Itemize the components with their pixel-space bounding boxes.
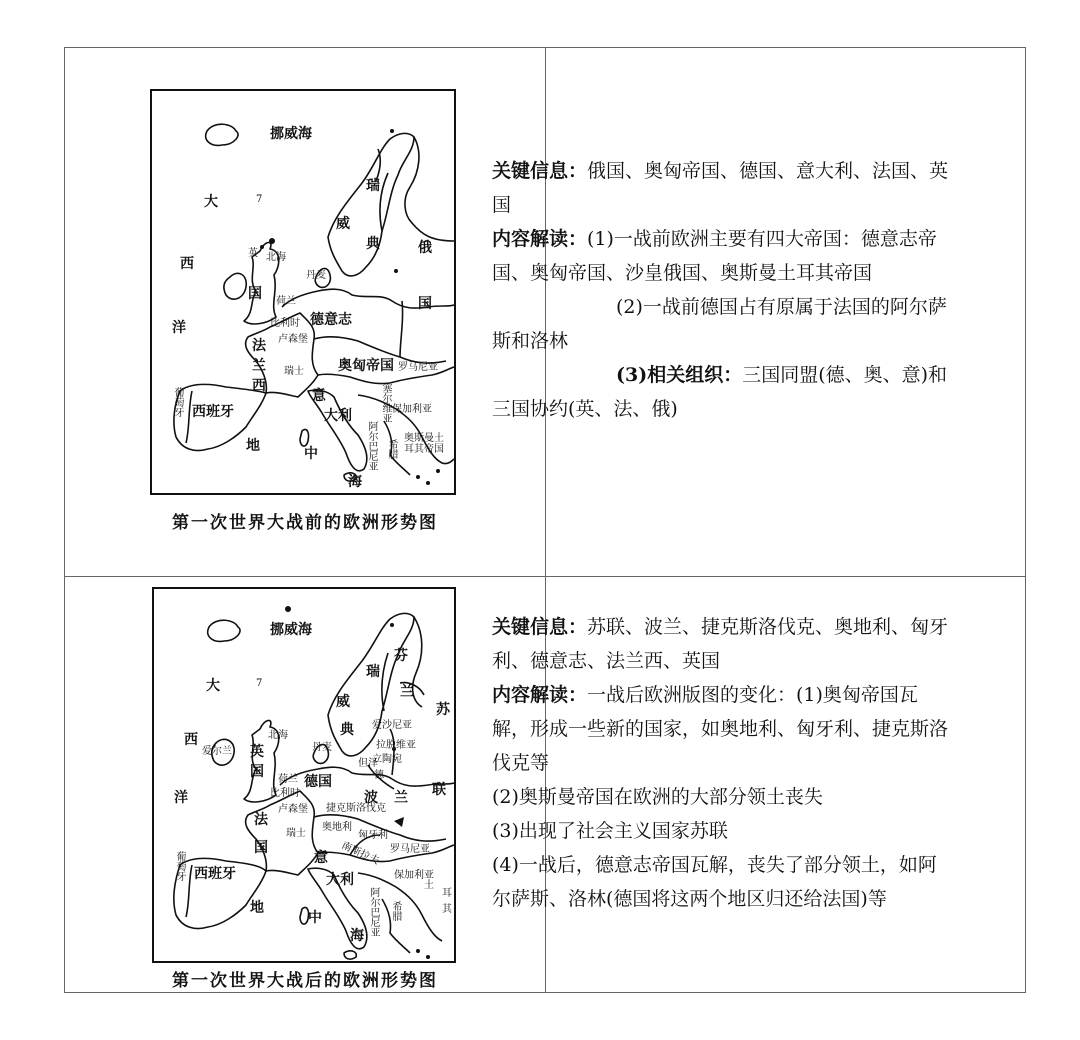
- map1-label-denmark: 丹麦: [306, 270, 326, 281]
- map2-label-austria: 奥地利: [322, 822, 352, 833]
- map2-label-hungary: 匈牙利: [358, 830, 388, 841]
- map2-label-de: 德: [374, 770, 384, 781]
- prewar-content-label: 内容解读：: [492, 228, 588, 250]
- map1-label-guo: 国: [248, 286, 262, 302]
- map2-label-sweden-rui: 瑞: [366, 664, 380, 680]
- map2-label-ireland: 爱尔兰: [202, 746, 232, 757]
- postwar-map-caption: 第一次世界大战后的欧洲形势图: [172, 971, 438, 991]
- map2-label-germany: 德国: [304, 774, 332, 790]
- map2-label-lusenbao: 卢森堡: [278, 804, 308, 815]
- map2-label-albania: 阿尔巴尼亚: [368, 887, 379, 937]
- map2-label-seven: 7: [256, 678, 263, 689]
- map1-label-di: 地: [246, 438, 260, 454]
- map2-label-finland-lan: 兰: [400, 684, 414, 700]
- postwar-key-info: [492, 610, 954, 678]
- map2-label-ruishi: 瑞士: [286, 828, 306, 839]
- postwar-p1-text: 一战后欧洲版图的变化：(1)奥匈帝国瓦解，形成一些新的国家，如奥地利、匈牙利、捷克斯洛伐克等: [492, 684, 949, 774]
- map2-label-finland-fen: 芬: [394, 648, 408, 664]
- map2-label-qi: 其: [442, 904, 452, 915]
- map2-label-fa-guo: 国: [254, 840, 268, 856]
- map2-label-da-li: 大利: [326, 872, 354, 888]
- map2-label-romania: 罗马尼亚: [390, 844, 430, 855]
- prewar-key-info: [492, 154, 954, 222]
- map1-label-lan: 兰: [252, 358, 266, 374]
- map2-label-yugoslavia: 南斯拉夫: [339, 840, 381, 867]
- map1-label-greece: 希腊: [386, 439, 397, 459]
- postwar-key-text: 苏联、波兰、捷克斯洛伐克、奥地利、匈牙利、德意志、法兰西、英国: [492, 616, 949, 672]
- map2-label-czech: 捷克斯洛伐克: [326, 803, 386, 814]
- map2-label-portugal: 葡萄牙: [174, 851, 185, 881]
- map2-label-greece: 希腊: [390, 901, 401, 921]
- map2-label-fa: 法: [254, 812, 268, 828]
- map2-label-di: 地: [250, 900, 264, 916]
- map1-label-e-guo: 国: [418, 296, 432, 312]
- map2-label-da: 大: [206, 678, 220, 694]
- map1-label-sweden-dian: 典: [366, 236, 380, 252]
- prewar-key-label: 关键信息：: [492, 160, 588, 182]
- map2-label-norway-wei: 威: [336, 694, 350, 710]
- prewar-key-text: 俄国、奥匈帝国、德国、意大利、法国、英国: [492, 160, 949, 216]
- postwar-content-p4: (4)一战后，德意志帝国瓦解，丧失了部分领土，如阿尔萨斯、洛林(德国将这两个地区归还给法国)等: [492, 854, 937, 910]
- map1-label-fa: 法: [252, 338, 266, 354]
- map1-label-helan: 荷兰: [276, 296, 296, 307]
- map1-label-norway-sea: 挪威海: [270, 126, 312, 142]
- prewar-p1-text: (1)一战前欧洲主要有四大帝国：德意志帝国、奥匈帝国、沙皇俄国、奥斯曼土耳其帝国: [492, 228, 937, 284]
- prewar-p2-text: (2)一战前德国占有原属于法国的阿尔萨斯和洛林: [492, 296, 947, 352]
- map1-label-albania: 阿尔巴尼亚: [366, 421, 377, 471]
- map1-label-xi: 西: [180, 256, 194, 272]
- prewar-content-p2: [492, 290, 954, 358]
- map2-label-hai: 海: [350, 928, 364, 944]
- postwar-europe-map: [152, 587, 456, 963]
- map2-label-spain: 西班牙: [194, 866, 236, 882]
- prewar-europe-map: [150, 89, 456, 495]
- map1-label-north-sea: 北海: [266, 252, 286, 263]
- map2-label-tu: 土: [424, 880, 434, 891]
- map2-label-north-sea: 北海: [268, 730, 288, 741]
- map2-label-lithuania: 立陶宛: [372, 754, 402, 765]
- map1-label-e: 俄: [418, 240, 432, 256]
- map1-label-spain: 西班牙: [192, 404, 234, 420]
- map2-label-sweden-dian: 典: [340, 722, 354, 738]
- map2-label-yi: 意: [314, 850, 328, 866]
- map1-label-seven: 7: [256, 194, 263, 205]
- map2-label-poland-bo: 波: [364, 790, 378, 806]
- prewar-content-p3: [492, 358, 954, 426]
- postwar-explanation: [492, 610, 954, 916]
- map2-label-helan: 荷兰: [278, 774, 298, 785]
- map2-label-guo: 国: [250, 764, 264, 780]
- map1-label-xi2: 西: [252, 378, 266, 394]
- map1-label-lusenbao: 卢森堡: [278, 334, 308, 345]
- map2-label-estonia: 爱沙尼亚: [372, 720, 412, 731]
- map2-label-poland-lan: 兰: [394, 790, 408, 806]
- prewar-p3-label: (3)相关组织：: [616, 364, 743, 386]
- map1-label-ottoman: 奥斯曼土耳其帝国: [404, 433, 444, 455]
- map2-label-su: 苏: [436, 702, 450, 718]
- map2-label-yang: 洋: [174, 790, 188, 806]
- map1-label-hai: 海: [348, 474, 362, 490]
- postwar-content-p3: (3)出现了社会主义国家苏联: [492, 820, 728, 842]
- map1-label-norway-wei: 威: [336, 216, 350, 232]
- map2-label-norway-sea: 挪威海: [270, 622, 312, 638]
- map2-label-denmark: 丹麦: [312, 742, 332, 753]
- map2-label-bilishi: 比利时: [270, 788, 300, 799]
- map1-label-da: 大: [204, 194, 218, 210]
- map2-label-ying: 英: [250, 744, 264, 760]
- postwar-content-p1: [492, 678, 954, 780]
- map1-label-yang: 洋: [172, 320, 186, 336]
- map1-label-zhong: 中: [304, 446, 318, 462]
- map1-label-serbia: 塞尔维亚: [380, 383, 391, 423]
- map2-label-xi: 西: [184, 732, 198, 748]
- map1-label-da-li: 大利: [324, 408, 352, 424]
- row-divider: [65, 576, 1025, 577]
- map1-label-bulgaria: 保加利亚: [392, 404, 432, 415]
- map1-label-sweden-rui: 瑞: [366, 178, 380, 194]
- map2-label-zhong: 中: [308, 910, 322, 926]
- postwar-key-label: 关键信息：: [492, 616, 588, 638]
- map1-label-portugal: 葡萄牙: [172, 387, 183, 417]
- map1-label-romania: 罗马尼亚: [398, 362, 438, 373]
- prewar-map-caption: 第一次世界大战前的欧洲形势图: [172, 513, 438, 533]
- map2-label-danzig: 但泽: [358, 758, 378, 769]
- postwar-content-p2: (2)奥斯曼帝国在欧洲的大部分领土丧失: [492, 786, 823, 808]
- map2-label-bulgaria: 保加利亚: [394, 870, 434, 881]
- map1-label-bilishi: 比利时: [270, 318, 300, 329]
- prewar-content-p1: [492, 222, 954, 290]
- prewar-explanation: [492, 154, 954, 426]
- map2-label-er: 耳: [442, 888, 452, 899]
- map2-label-lian: 联: [432, 782, 446, 798]
- prewar-p3-text: 三国同盟(德、奥、意)和三国协约(英、法、俄): [492, 364, 948, 420]
- map1-label-deyizhi: 德意志: [310, 312, 352, 328]
- map2-label-latvia: 拉脱维亚: [376, 740, 416, 751]
- map1-label-ruishi: 瑞士: [284, 366, 304, 377]
- map1-label-ying: 英: [248, 248, 258, 259]
- map1-label-austria-hungary: 奥匈帝国: [338, 358, 394, 374]
- map1-label-yi: 意: [312, 388, 326, 404]
- postwar-content-label: 内容解读：: [492, 684, 588, 706]
